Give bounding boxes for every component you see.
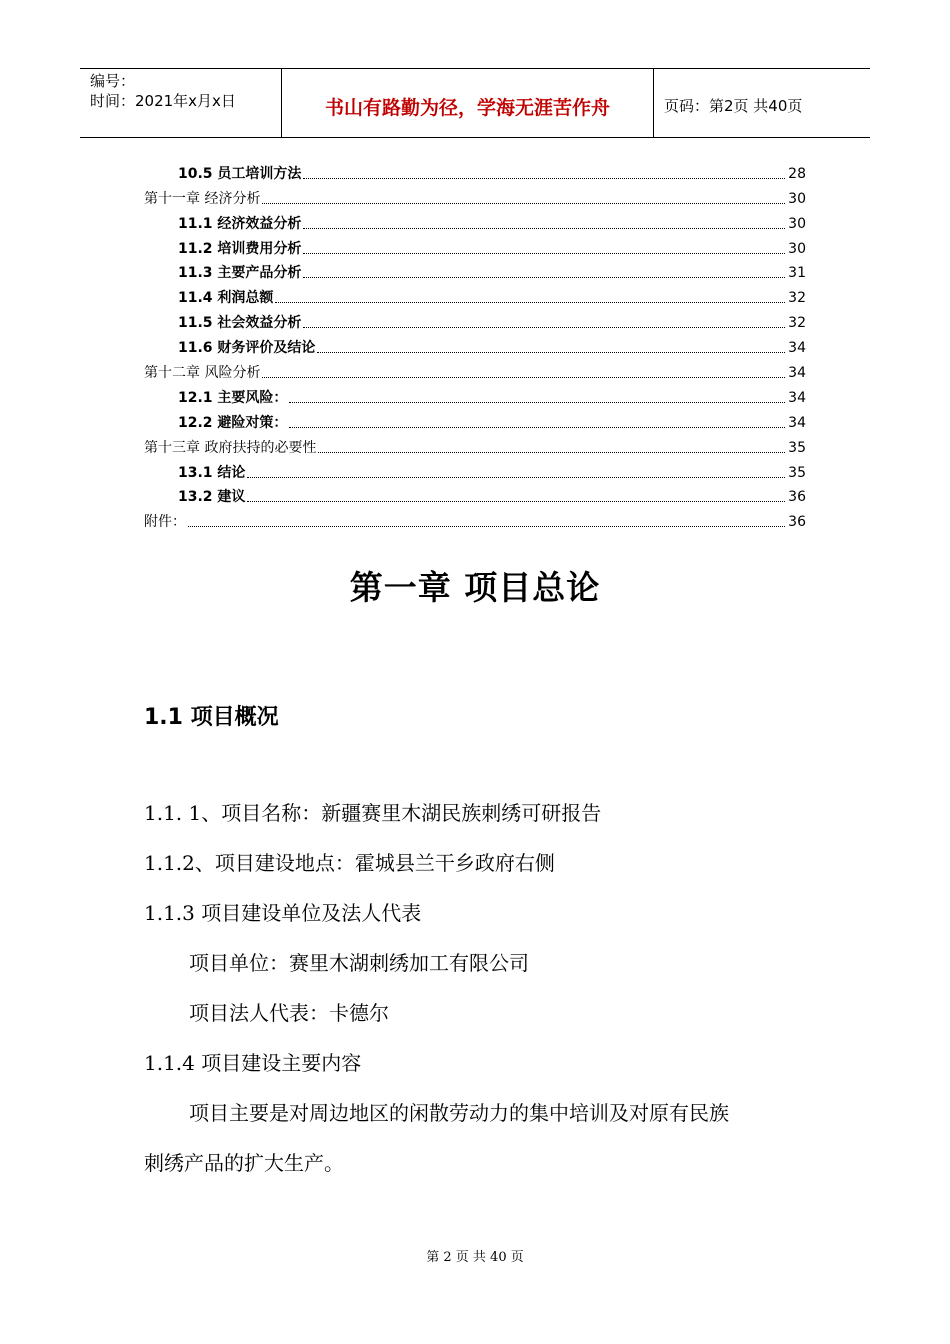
table-of-contents (144, 158, 806, 531)
header-motto: 书山有路勤为径，学海无涯苦作舟 (282, 69, 654, 137)
toc-entry[interactable]: 11.3 主要产品分析 31 (178, 265, 806, 282)
body-paragraph: 1.1.3 项目建设单位及法人代表 (144, 901, 422, 925)
header-meta-cell (80, 69, 282, 137)
toc-entry[interactable]: 11.4 利润总额 32 (178, 290, 806, 307)
body-paragraph: 1.1. 1、项目名称：新疆赛里木湖民族刺绣可研报告 (144, 801, 602, 825)
toc-entry[interactable]: 11.6 财务评价及结论 34 (178, 340, 806, 357)
toc-entry[interactable]: 12.2 避险对策： 34 (178, 414, 806, 431)
toc-entry[interactable]: 13.2 建议 36 (178, 489, 806, 506)
toc-entry[interactable]: 11.2 培训费用分析 30 (178, 240, 806, 257)
toc-entry[interactable]: 第十二章 风险分析 34 (144, 365, 806, 382)
toc-entry[interactable]: 11.5 社会效益分析 32 (178, 315, 806, 332)
toc-entry[interactable]: 12.1 主要风险： 34 (178, 389, 806, 406)
toc-entry[interactable]: 11.1 经济效益分析 30 (178, 215, 806, 232)
body-paragraph: 项目法人代表：卡德尔 (189, 1001, 389, 1025)
body-paragraph: 项目主要是对周边地区的闲散劳动力的集中培训及对原有民族 (189, 1101, 729, 1125)
document-header (80, 68, 870, 138)
body-paragraph: 刺绣产品的扩大生产。 (144, 1151, 344, 1175)
header-page-info: 页码：第2页 共40页 (664, 96, 803, 115)
body-paragraph: 1.1.4 项目建设主要内容 (144, 1051, 362, 1075)
toc-entry[interactable]: 附件： 36 (144, 514, 806, 531)
toc-entry[interactable]: 13.1 结论 35 (178, 464, 806, 481)
body-paragraph: 项目单位：赛里木湖刺绣加工有限公司 (189, 951, 529, 975)
chapter-title: 第一章 项目总论 (349, 568, 601, 607)
page-footer: 第 2 页 共 40 页 (426, 1250, 524, 1265)
number-label: 编号： (90, 72, 136, 90)
date-label: 时间：2021年x月x日 (90, 92, 236, 110)
body-paragraph: 1.1.2、项目建设地点：霍城县兰干乡政府右侧 (144, 851, 555, 875)
toc-entry[interactable]: 10.5 员工培训方法 28 (178, 165, 806, 182)
section-title: 1.1 项目概况 (144, 705, 279, 730)
toc-entry[interactable]: 第十一章 经济分析 30 (144, 190, 806, 207)
toc-entry[interactable]: 第十三章 政府扶持的必要性 35 (144, 439, 806, 456)
